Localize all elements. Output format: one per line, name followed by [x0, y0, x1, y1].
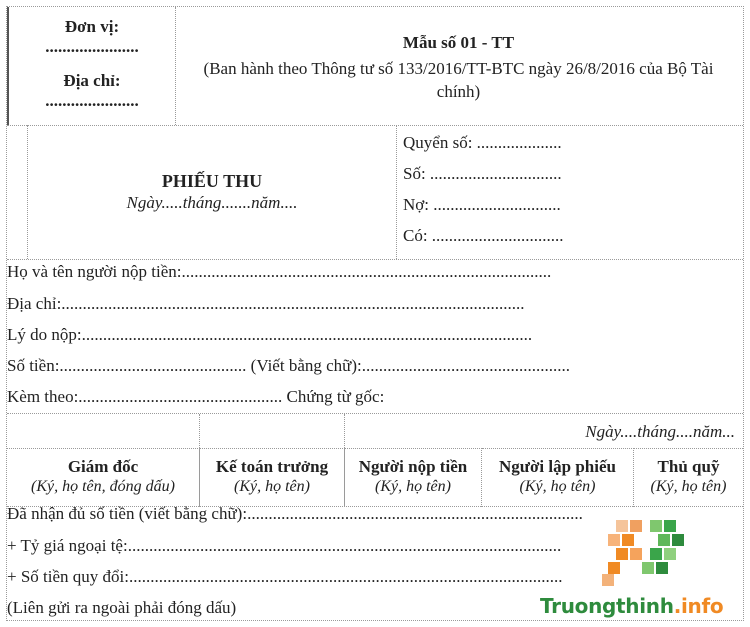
receipt-number: Số: ...............................	[403, 164, 562, 183]
signature-chief-accountant: Kế toán trưởng (Ký, họ tên)	[200, 448, 345, 507]
receipt-title: PHIẾU THU	[161, 171, 263, 191]
watermark-logo	[520, 516, 744, 624]
receipt-title-block	[28, 125, 397, 259]
form-number-block	[174, 7, 743, 125]
unit-label: Đơn vị:	[64, 17, 120, 36]
issued-by: (Ban hành theo Thông tư số 133/2016/TT-BTC ngày 26/8/2016 của Bộ Tài chính)	[203, 59, 714, 101]
signature-date: Ngày....tháng....năm...	[585, 422, 735, 441]
receipt-date: Ngày.....tháng.......năm....	[126, 193, 298, 212]
brand-wordmark	[540, 594, 723, 618]
received-line: Đã nhận đủ số tiền (viết bằng chữ):...............................................................................	[7, 504, 583, 523]
brand-tld: .info	[673, 594, 724, 618]
attached-line: Kèm theo:................................................ Chứng từ gốc:	[7, 387, 385, 406]
note-line: (Liên gửi ra ngoài phải đóng dấu)	[7, 598, 237, 617]
brand-main: Truongthinh	[540, 594, 674, 618]
payer-name-line: Họ và tên người nộp tiền:.......................................................................................	[7, 262, 552, 281]
unit-info	[7, 7, 176, 125]
receipt-section	[7, 125, 743, 260]
unit-dots: ......................	[45, 37, 139, 56]
signature-payer: Người nộp tiền (Ký, họ tên)	[345, 448, 482, 507]
reason-line: Lý do nộp:..........................................................................................................	[7, 325, 533, 344]
form-header	[7, 7, 743, 126]
form-number: Mẫu số 01 - TT	[402, 33, 515, 52]
amount-line: Số tiền:............................................ (Viết bằng chữ):.................................................	[7, 356, 571, 375]
signature-preparer: Người lập phiếu (Ký, họ tên)	[482, 448, 634, 507]
exchange-rate-line: + Tỷ giá ngoại tệ:......................................................................................................	[7, 536, 562, 555]
accounting-info	[397, 125, 743, 259]
signature-director: Giám đốc (Ký, họ tên, đóng dấu)	[7, 448, 200, 507]
address-line: Địa chỉ:.............................................................................................................	[7, 294, 525, 313]
debit-account: Nợ: ..............................	[403, 195, 561, 214]
credit-account: Có: ...............................	[403, 226, 564, 245]
converted-amount-line: + Số tiền quy đổi:......................................................................................................	[7, 567, 563, 586]
book-number: Quyển số: ....................	[403, 133, 562, 152]
signature-table	[7, 413, 743, 507]
address-label: Địa chỉ:	[63, 71, 121, 90]
address-dots: ......................	[45, 91, 139, 110]
signature-cashier: Thủ quỹ (Ký, họ tên)	[634, 448, 743, 507]
